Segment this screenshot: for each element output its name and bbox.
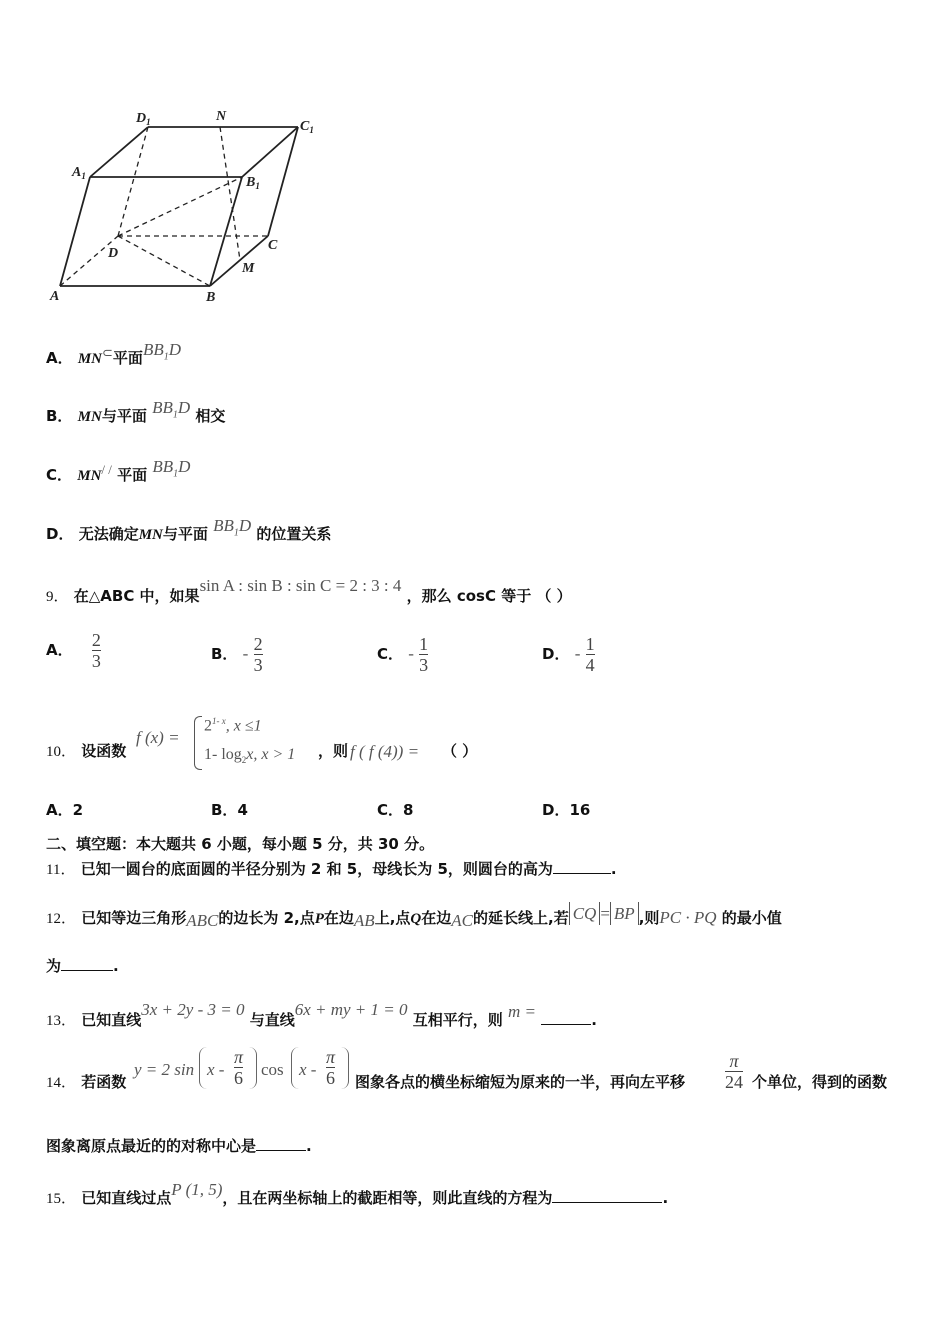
q12-line2: 为 . bbox=[46, 957, 119, 975]
q10-stem-start: 10． 设函数 bbox=[46, 742, 127, 760]
label-a: A bbox=[50, 289, 60, 304]
q10-case2: 1- $\log_2x$, x > 1 bbox=[204, 746, 296, 766]
q10-stem-then: ，则 bbox=[318, 742, 349, 760]
q8-option-d: D． 无法确定MN与平面 $BB_1D$ 的位置关系 bbox=[46, 516, 332, 543]
q10-paren: （ ） bbox=[442, 742, 478, 760]
edge-d1a1 bbox=[90, 127, 148, 177]
q12-line1: 12． 已知等边三角形ABC的边长为 2,点P在边AB上,点Q在边AC的延长线上,若 CQ = BP ,则PC · PQ 的最小值 bbox=[46, 904, 782, 930]
edge-bc bbox=[210, 236, 268, 286]
q14-cos: cos bbox=[261, 1060, 284, 1079]
q13: 13． 已知直线3x + 2y - 3 = 0 与直线6x + my + 1 = 0 互相平行，则 m = . bbox=[46, 1000, 597, 1029]
label-b1: $B_1$ bbox=[246, 175, 260, 191]
edge-b1c1 bbox=[242, 127, 298, 177]
q10-option-b: B．4 bbox=[211, 801, 248, 819]
q11: 11． 已知一圆台的底面圆的半径分别为 2 和 5，母线长为 5，则圆台的高为 . bbox=[46, 860, 617, 878]
q9-option-b: B． - $\frac{2}{3}$ bbox=[211, 634, 263, 675]
q14-line1-end: 个单位，得到的函数 bbox=[752, 1073, 888, 1091]
label-n: N bbox=[216, 109, 227, 124]
q9-option-a: A． $\frac{2}{3}$ bbox=[46, 630, 101, 671]
q10-brace bbox=[194, 716, 202, 770]
q9-option-d: D． - $\frac{1}{4}$ bbox=[542, 634, 595, 675]
q14-x2: x - bbox=[299, 1060, 317, 1079]
diag-db bbox=[118, 236, 210, 286]
label-m: M bbox=[242, 261, 255, 276]
answer-blank bbox=[552, 1202, 662, 1203]
q10-fx: f (x) = bbox=[136, 728, 180, 747]
q9-stem: 9． 在△ABC 中，如果sin A : sin B : sin C = 2 : 3 : 4 ，那么 cosC 等于 （ ） bbox=[46, 576, 572, 605]
answer-blank bbox=[553, 873, 611, 874]
label-a1: $A_1$ bbox=[72, 165, 86, 181]
q8-option-c: C． MN/ / 平面 $BB_1D$ bbox=[46, 457, 191, 484]
label-b: B bbox=[206, 290, 216, 305]
q14-line1-mid: 图象各点的横坐标缩短为原来的一半，再向左平移 bbox=[355, 1073, 686, 1091]
q15: 15． 已知直线过点P (1, 5)，且在两坐标轴上的截距相等，则此直线的方程为 . bbox=[46, 1180, 669, 1207]
q14-x1: x - bbox=[207, 1060, 225, 1079]
edge-b1b bbox=[210, 177, 242, 286]
section-heading: 二、填空题：本大题共 6 小题，每小题 5 分，共 30 分。 bbox=[46, 835, 435, 853]
q14-line1-start: 14． 若函数 bbox=[46, 1073, 127, 1091]
label-d1: $D_1$ bbox=[136, 111, 151, 127]
parallelepiped-figure bbox=[40, 100, 340, 310]
answer-blank bbox=[541, 1024, 591, 1025]
diag-db1 bbox=[118, 177, 242, 236]
q14-frac2: π 6 bbox=[326, 1047, 336, 1088]
edge-ad bbox=[60, 236, 118, 286]
edge-a1a bbox=[60, 177, 90, 286]
q10-case1: 2$^{1- x}$, x ≤1 bbox=[204, 716, 262, 735]
q9-option-c: C． - $\frac{1}{3}$ bbox=[377, 634, 429, 675]
q14-line2: 图象离原点最近的的对称中心是 . bbox=[46, 1137, 312, 1155]
label-d: D bbox=[108, 246, 119, 261]
label-c: C bbox=[268, 238, 278, 253]
q14-shift: π 24 bbox=[725, 1051, 743, 1092]
q8-option-a: A． MN⊂平面$BB_1D$ bbox=[46, 340, 181, 367]
q8-option-b: B． MN与平面 $BB_1D$ 相交 bbox=[46, 398, 226, 425]
q10-option-a: A．2 bbox=[46, 801, 84, 819]
answer-blank bbox=[61, 970, 113, 971]
label-c1: $C_1$ bbox=[300, 119, 314, 135]
q10-option-d: D．16 bbox=[542, 801, 591, 819]
answer-blank bbox=[256, 1150, 306, 1151]
q10-option-c: C．8 bbox=[377, 801, 414, 819]
edge-c1c bbox=[268, 127, 298, 236]
edge-d1d bbox=[118, 127, 148, 236]
q14-y: y = 2 sin bbox=[134, 1060, 195, 1079]
q10-ffx: f ( f (4)) = bbox=[350, 742, 420, 761]
q14-frac1: π 6 bbox=[234, 1047, 244, 1088]
